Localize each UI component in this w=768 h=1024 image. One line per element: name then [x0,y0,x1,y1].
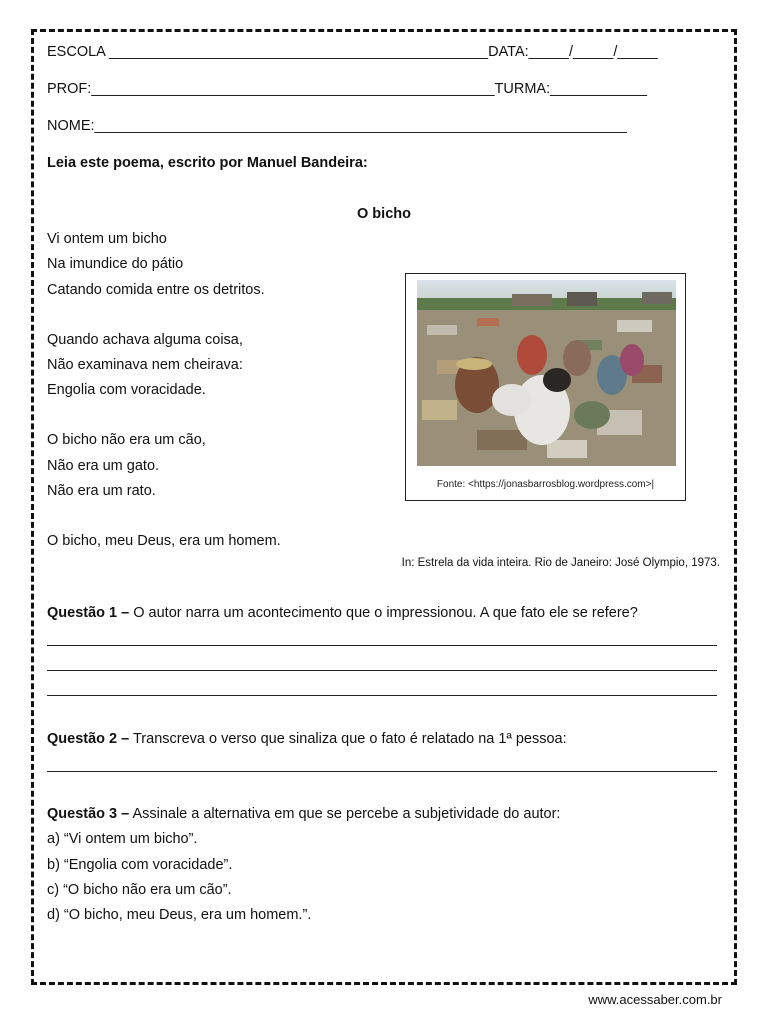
escola-label: ESCOLA [47,44,106,60]
poem-verse: Catando comida entre os detritos. [47,282,265,298]
footer-website: www.acessaber.com.br [588,992,722,1007]
option-c[interactable]: c) “O bicho não era um cão”. [47,882,232,898]
answer-line[interactable] [47,670,717,671]
data-blank: _____/_____/_____ [528,44,658,60]
poem-verse: O bicho não era um cão, [47,432,206,448]
answer-line[interactable] [47,771,717,772]
poem-title: O bicho [357,206,411,222]
question-3 [47,806,560,822]
poem-citation: In: Estrela da vida inteira. Rio de Janeiro: José Olympio, 1973. [401,557,720,569]
question-1 [47,605,638,621]
poem-verse: Não era um gato. [47,458,160,474]
prof-blank: __________________________________________________ [91,81,495,97]
poem-verse: O bicho, meu Deus, era um homem. [47,533,281,549]
poem-verse: Quando achava alguma coisa, [47,332,243,348]
answer-line[interactable] [47,645,717,646]
nome-blank: __________________________________________________________________ [94,118,627,134]
poem-verse: Na imundice do pátio [47,256,184,272]
photo-figure [405,273,686,501]
question-2-label: Questão 2 – [47,731,130,747]
option-a[interactable]: a) “Vi ontem um bicho”. [47,831,198,847]
poem-verse: Não era um rato. [47,483,156,499]
prof-label: PROF: [47,81,92,97]
photo-caption: Fonte: <https://jonasbarrosblog.wordpress.com>| [436,479,655,490]
question-3-text: Assinale a alternativa em que se percebe a subjetividade do autor: [132,806,561,822]
option-b[interactable]: b) “Engolia com voracidade”. [47,857,233,873]
data-label: DATA: [488,44,529,60]
intro-text: Leia este poema, escrito por Manuel Bandeira: [47,155,368,171]
question-2-text: Transcreva o verso que sinaliza que o fato é relatado na 1ª pessoa: [132,731,567,747]
poem-verse: Engolia com voracidade. [47,382,206,398]
answer-line[interactable] [47,695,717,696]
escola-blank: _______________________________________________ [109,44,489,60]
header-escola-row [47,44,658,60]
question-1-text: O autor narra um acontecimento que o impressionou. A que fato ele se refere? [133,605,638,621]
poem-verse: Vi ontem um bicho [47,231,167,247]
poem-verse: Não examinava nem cheirava: [47,357,243,373]
nome-label: NOME: [47,118,95,134]
landfill-photo [417,280,676,466]
question-1-label: Questão 1 – [47,605,130,621]
turma-blank: ____________ [550,81,647,97]
turma-label: TURMA: [494,81,551,97]
option-d[interactable]: d) “O bicho, meu Deus, era um homem.”. [47,907,312,923]
question-3-label: Questão 3 – [47,806,130,822]
header-nome-row [47,118,627,134]
header-prof-row [47,81,647,97]
question-2 [47,731,567,747]
